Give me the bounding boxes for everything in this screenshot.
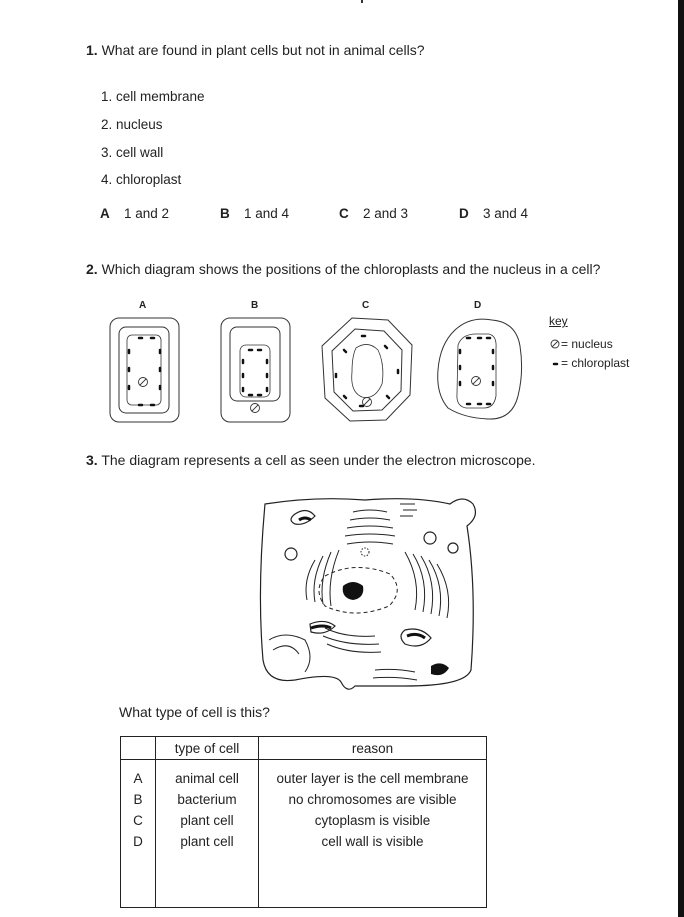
table-header: type of cell <box>156 737 259 760</box>
diagram-a <box>110 318 179 422</box>
answer-letter: D <box>459 206 469 221</box>
question-3-number: 3. <box>86 452 98 468</box>
option-letter-d[interactable]: D <box>133 834 143 849</box>
question-3-text: The diagram represents a cell as seen under the electron microscope. <box>101 452 536 468</box>
table-header: reason <box>259 737 487 760</box>
electron-micrograph-cell <box>255 490 485 700</box>
reason: outer layer is the cell membrane <box>276 771 469 786</box>
answer-text: 1 and 2 <box>124 206 170 221</box>
answer-letter: A <box>100 206 110 221</box>
cell-diagrams <box>0 0 684 440</box>
answer-text: 1 and 4 <box>244 206 290 221</box>
table-header-row <box>121 737 487 760</box>
q1-option-4: 4. chloroplast <box>101 172 182 187</box>
reason: cell wall is visible <box>321 834 424 849</box>
answer-table <box>120 736 487 908</box>
question-2-text: Which diagram shows the positions of the chloroplasts and the nucleus in a cell? <box>101 261 601 277</box>
question-3-prompt: What type of cell is this? <box>119 704 270 720</box>
reasons-column <box>259 760 487 908</box>
type-of-cell: plant cell <box>180 834 234 849</box>
diagram-label-c: C <box>362 300 370 311</box>
question-3 <box>86 452 536 468</box>
diagram-label-b: B <box>251 300 259 311</box>
types-column <box>156 760 259 908</box>
answer-letter: C <box>339 206 349 221</box>
table-header <box>121 737 156 760</box>
key-nucleus: = nucleus <box>561 337 613 351</box>
key-title: key <box>549 314 568 328</box>
q1-option-2: 2. nucleus <box>101 117 163 132</box>
letters-column <box>121 760 156 908</box>
answer-letter: B <box>220 206 230 221</box>
type-of-cell: plant cell <box>180 813 234 828</box>
key-chloroplast: = chloroplast <box>561 356 630 370</box>
question-2-number: 2. <box>86 261 98 277</box>
reason: cytoplasm is visible <box>314 813 431 828</box>
type-of-cell: bacterium <box>177 792 237 807</box>
question-1-text: What are found in plant cells but not in animal cells? <box>101 42 425 58</box>
answer-text: 3 and 4 <box>483 206 529 221</box>
option-letter-c[interactable]: C <box>133 813 143 828</box>
q1-option-1: 1. cell membrane <box>101 89 205 104</box>
diagram-label-d: D <box>474 300 482 311</box>
type-of-cell: animal cell <box>175 771 239 786</box>
diagram-label-a: A <box>139 300 147 311</box>
reason: no chromosomes are visible <box>288 792 457 807</box>
answer-text: 2 and 3 <box>363 206 409 221</box>
q1-option-3: 3. cell wall <box>101 145 164 160</box>
option-letter-a[interactable]: A <box>133 771 143 786</box>
question-1-number: 1. <box>86 42 98 58</box>
table-body-row <box>121 760 487 908</box>
option-letter-b[interactable]: B <box>133 792 143 807</box>
